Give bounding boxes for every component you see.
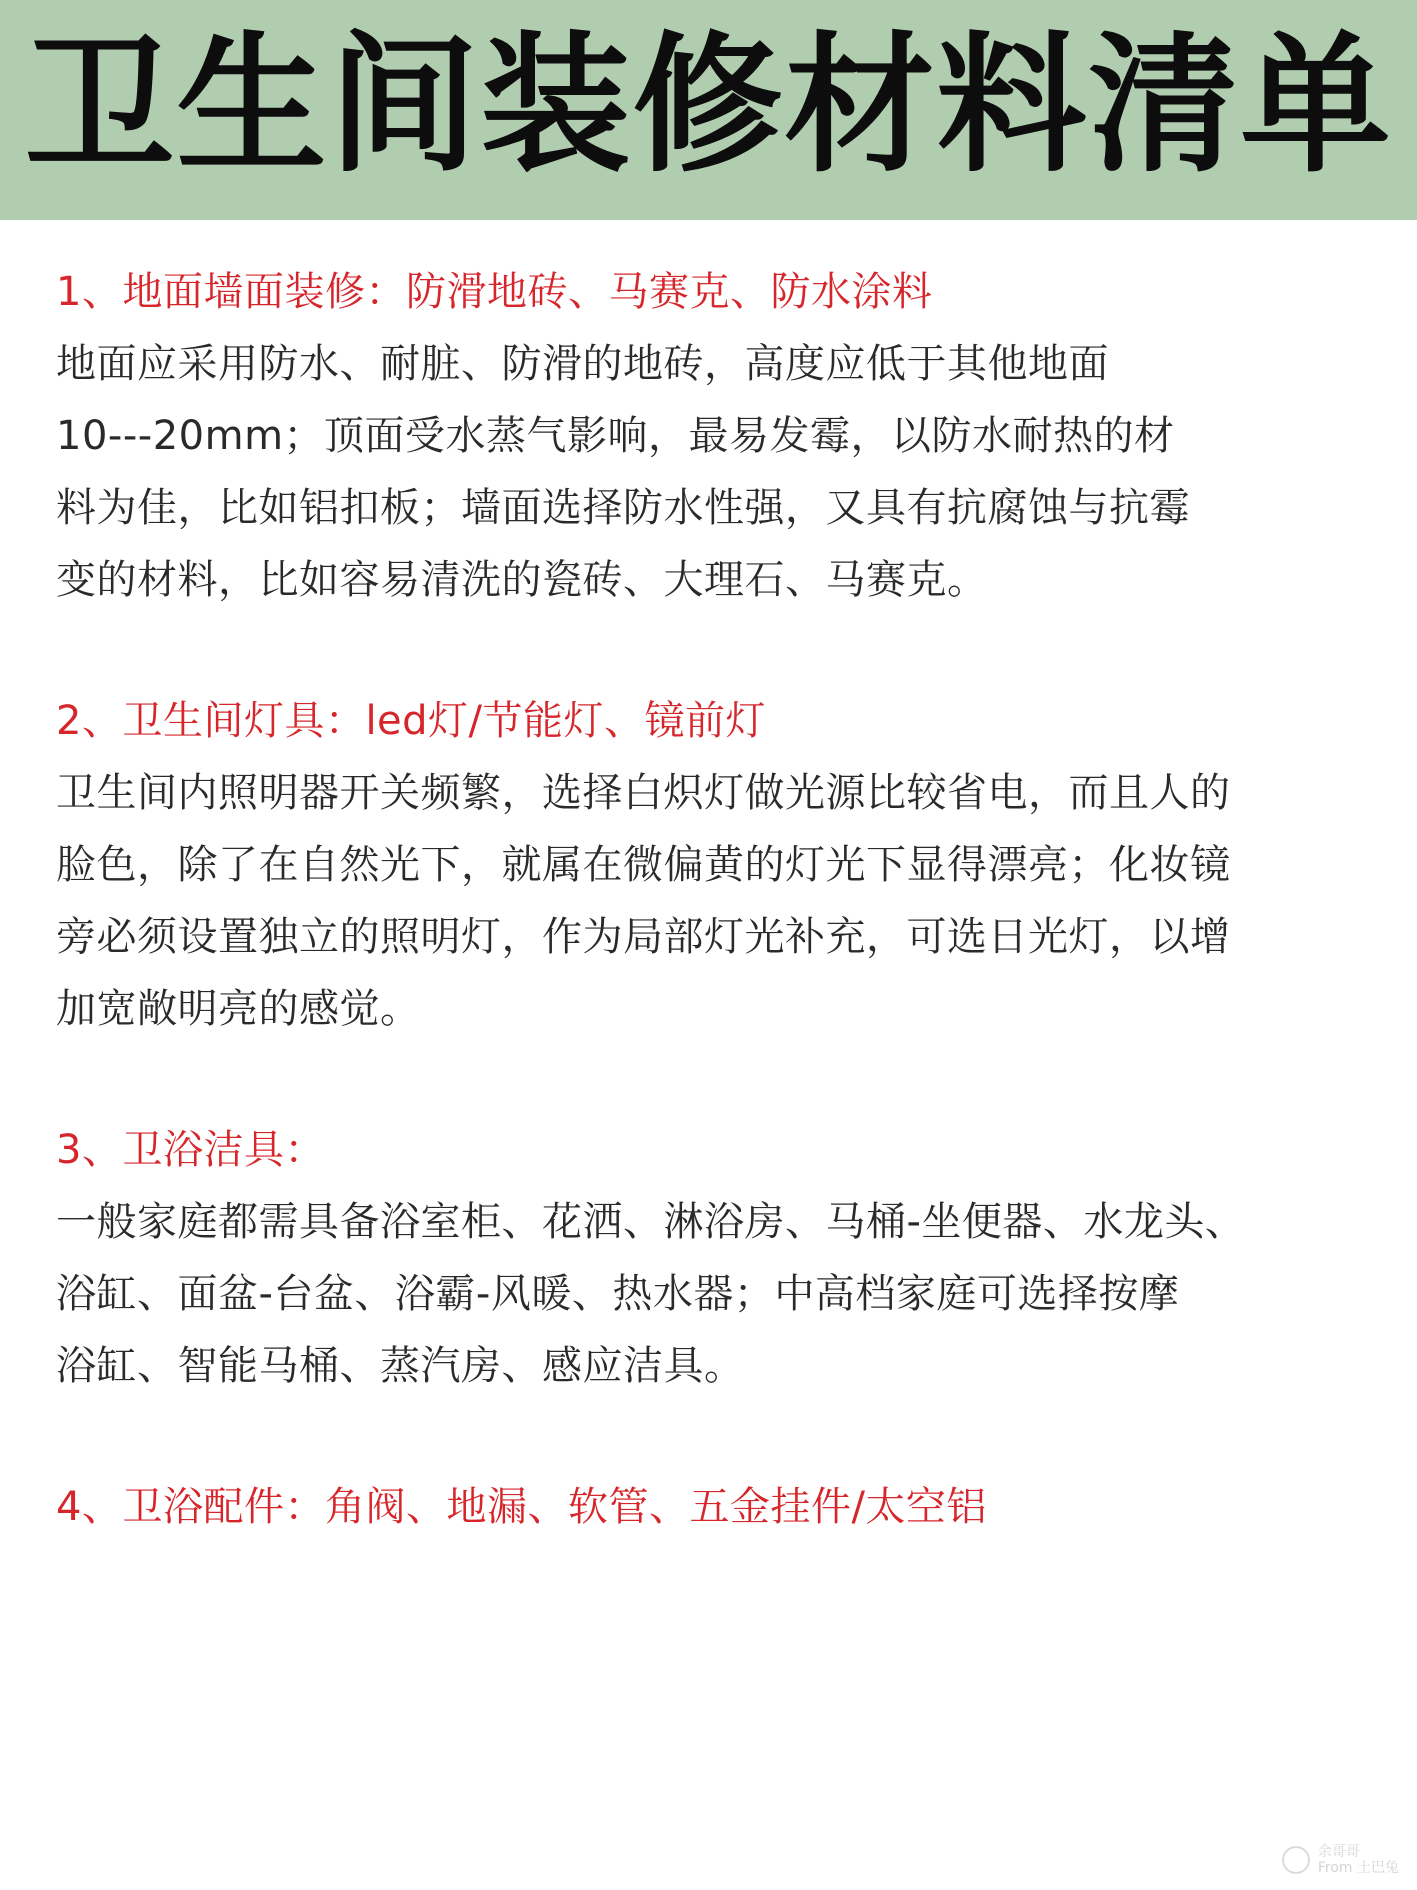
- section-body: [56, 757, 1396, 1045]
- watermark: [1282, 1844, 1399, 1876]
- body-line: 旁必须设置独立的照明灯，作为局部灯光补充，可选日光灯，以增: [56, 914, 1231, 960]
- section-gap: [56, 1402, 1396, 1471]
- section-body: [56, 328, 1396, 616]
- watermark-text: [1318, 1844, 1399, 1876]
- logo-icon: [1282, 1846, 1310, 1874]
- body-line: 10---20mm；顶面受水蒸气影响，最易发霉，以防水耐热的材: [56, 413, 1175, 459]
- body-line: 加宽敞明亮的感觉。: [56, 986, 421, 1032]
- section-heading: 1、地面墙面装修：防滑地砖、马赛克、防水涂料: [56, 269, 933, 315]
- watermark-author: 余哥哥: [1317, 1844, 1360, 1860]
- body-line: 变的材料，比如容易清洗的瓷砖、大理石、马赛克。: [56, 557, 988, 603]
- section-accessories: [56, 1471, 1396, 1543]
- section-body: [56, 1186, 1396, 1402]
- body-line: 浴缸、智能马桶、蒸汽房、感应洁具。: [56, 1343, 745, 1389]
- section-heading: 3、卫浴洁具：: [56, 1127, 325, 1173]
- body-line: 地面应采用防水、耐脏、防滑的地砖，高度应低于其他地面: [56, 341, 1109, 387]
- watermark-source: From 土巴兔: [1317, 1860, 1399, 1876]
- body-line: 卫生间内照明器开关频繁，选择白炽灯做光源比较省电，而且人的: [56, 770, 1231, 816]
- body-line: 一般家庭都需具备浴室柜、花洒、淋浴房、马桶-坐便器、水龙头、: [56, 1199, 1246, 1245]
- body-line: 料为佳，比如铝扣板；墙面选择防水性强，又具有抗腐蚀与抗霉: [56, 485, 1190, 531]
- title-banner: [0, 0, 1417, 220]
- material-list: [56, 256, 1396, 1543]
- section-gap: [56, 1045, 1396, 1114]
- body-line: 脸色，除了在自然光下，就属在微偏黄的灯光下显得漂亮；化妆镜: [56, 842, 1231, 888]
- section-floor-wall: [56, 256, 1396, 616]
- section-sanitary-ware: [56, 1114, 1396, 1402]
- section-heading: 2、卫生间灯具：led灯/节能灯、镜前灯: [56, 698, 767, 744]
- section-heading: 4、卫浴配件：角阀、地漏、软管、五金挂件/太空铝: [56, 1484, 987, 1530]
- section-gap: [56, 616, 1396, 685]
- section-lighting: [56, 685, 1396, 1045]
- page-title: 卫生间装修材料清单: [24, 19, 1393, 193]
- body-line: 浴缸、面盆-台盆、浴霸-风暖、热水器；中高档家庭可选择按摩: [56, 1271, 1180, 1317]
